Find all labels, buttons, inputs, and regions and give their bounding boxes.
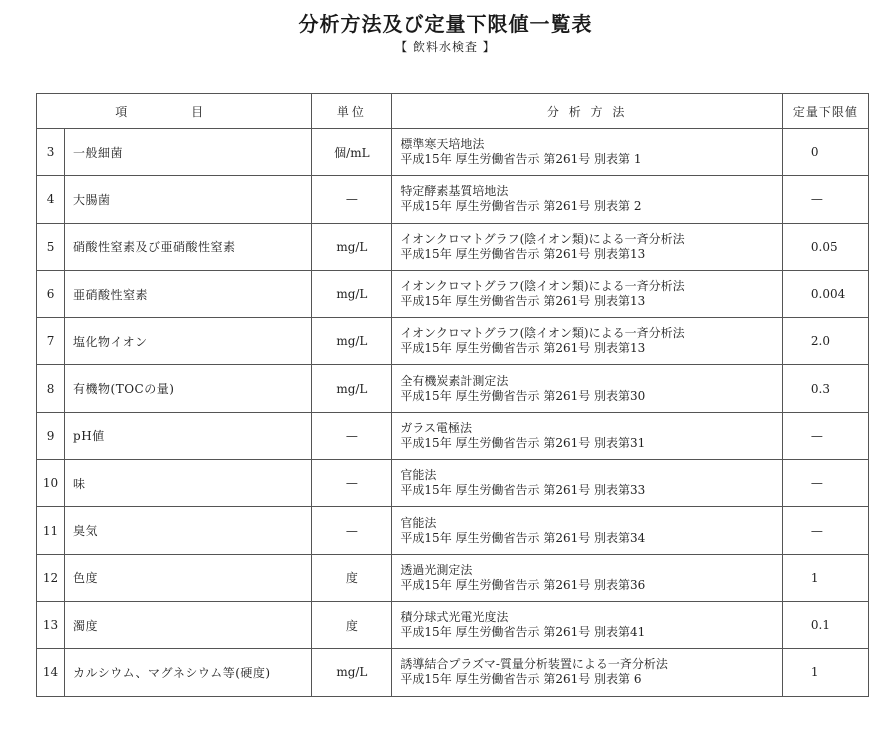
method-reference: 平成15年 厚生労働省告示 第261号 別表第31 [400,435,646,450]
analysis-methods-table [36,93,869,697]
row-number: 7 [37,318,65,365]
row-unit: mg/L [312,365,392,412]
row-unit: mg/L [312,318,392,365]
row-unit: 度 [312,554,392,601]
row-unit: 個/mL [312,129,392,176]
row-method [392,554,782,601]
row-method [392,318,782,365]
row-quantitation-limit: 0.3 [782,365,868,412]
document-subtitle: 【 飲料水検査 】 [395,40,496,54]
table-row [37,129,869,176]
row-method [392,460,782,507]
method-name: 透過光測定法 [400,562,473,577]
row-method [392,176,782,223]
row-item-name: 一般細菌 [65,129,312,176]
row-unit: mg/L [312,649,392,696]
table-row [37,460,869,507]
table-row [37,649,869,696]
row-item-name: 硝酸性窒素及び亜硝酸性窒素 [65,223,312,270]
method-name: 官能法 [400,468,437,483]
method-reference: 平成15年 厚生労働省告示 第261号 別表第13 [400,246,646,261]
row-quantitation-limit: 0 [782,129,868,176]
row-unit: — [312,412,392,459]
table-header [37,94,869,129]
row-method [392,129,782,176]
row-number: 8 [37,365,65,412]
method-reference: 平成15年 厚生労働省告示 第261号 別表第30 [400,388,646,403]
row-number: 4 [37,176,65,223]
method-reference: 平成15年 厚生労働省告示 第261号 別表第13 [400,294,646,309]
method-reference: 平成15年 厚生労働省告示 第261号 別表第 6 [400,672,642,687]
table-row [37,318,869,365]
row-method [392,223,782,270]
row-item-name: pH値 [65,412,312,459]
row-number: 13 [37,601,65,648]
row-method [392,649,782,696]
row-number: 11 [37,507,65,554]
method-reference: 平成15年 厚生労働省告示 第261号 別表第34 [400,530,646,545]
row-item-name: 大腸菌 [65,176,312,223]
table-body [37,129,869,697]
row-number: 9 [37,412,65,459]
header-unit: 単位 [312,94,392,129]
row-method [392,365,782,412]
method-reference: 平成15年 厚生労働省告示 第261号 別表第 2 [400,199,642,214]
row-quantitation-limit: 1 [782,649,868,696]
row-unit: — [312,176,392,223]
row-quantitation-limit: — [782,507,868,554]
table-row [37,507,869,554]
row-number: 14 [37,649,65,696]
row-item-name: 亜硝酸性窒素 [65,270,312,317]
method-reference: 平成15年 厚生労働省告示 第261号 別表第36 [400,577,646,592]
method-name: 官能法 [400,515,437,530]
row-unit: mg/L [312,223,392,270]
header-row [37,94,869,129]
row-number: 12 [37,554,65,601]
row-quantitation-limit: 2.0 [782,318,868,365]
row-quantitation-limit: 0.004 [782,270,868,317]
row-quantitation-limit: 0.1 [782,601,868,648]
table-row [37,223,869,270]
row-method [392,270,782,317]
table-row [37,270,869,317]
table-row [37,554,869,601]
row-number: 6 [37,270,65,317]
row-quantitation-limit: 1 [782,554,868,601]
row-item-name: 味 [65,460,312,507]
row-unit: — [312,507,392,554]
row-method [392,507,782,554]
header-method: 分 析 方 法 [392,94,782,129]
row-quantitation-limit: 0.05 [782,223,868,270]
row-number: 10 [37,460,65,507]
method-reference: 平成15年 厚生労働省告示 第261号 別表第41 [400,625,646,640]
row-method [392,601,782,648]
row-unit: — [312,460,392,507]
row-item-name: 濁度 [65,601,312,648]
table-row [37,365,869,412]
row-quantitation-limit: — [782,460,868,507]
header-limit: 定量下限値 [782,94,868,129]
row-item-name: 色度 [65,554,312,601]
method-name: 誘導結合プラズマ-質量分析装置による一斉分析法 [400,657,668,672]
row-item-name: 有機物(TOCの量) [65,365,312,412]
header-item: 項 目 [37,94,312,129]
row-method [392,412,782,459]
method-reference: 平成15年 厚生労働省告示 第261号 別表第13 [400,341,646,356]
method-name: 積分球式光電光度法 [400,610,509,625]
method-name: ガラス電極法 [400,420,473,435]
row-unit: mg/L [312,270,392,317]
method-name: 全有機炭素計測定法 [400,373,509,388]
row-quantitation-limit: — [782,412,868,459]
table-row [37,176,869,223]
method-name: イオンクロマトグラフ(陰イオン類)による一斉分析法 [400,231,685,246]
method-name: 標準寒天培地法 [400,137,485,152]
row-number: 3 [37,129,65,176]
row-item-name: 臭気 [65,507,312,554]
method-name: イオンクロマトグラフ(陰イオン類)による一斉分析法 [400,279,685,294]
row-item-name: カルシウム、マグネシウム等(硬度) [65,649,312,696]
method-name: イオンクロマトグラフ(陰イオン類)による一斉分析法 [400,326,685,341]
table-row [37,601,869,648]
document-title: 分析方法及び定量下限値一覧表 [298,12,593,36]
method-reference: 平成15年 厚生労働省告示 第261号 別表第33 [400,483,646,498]
row-item-name: 塩化物イオン [65,318,312,365]
method-name: 特定酵素基質培地法 [400,184,509,199]
row-number: 5 [37,223,65,270]
row-quantitation-limit: — [782,176,868,223]
method-reference: 平成15年 厚生労働省告示 第261号 別表第 1 [400,152,642,167]
row-unit: 度 [312,601,392,648]
table-row [37,412,869,459]
